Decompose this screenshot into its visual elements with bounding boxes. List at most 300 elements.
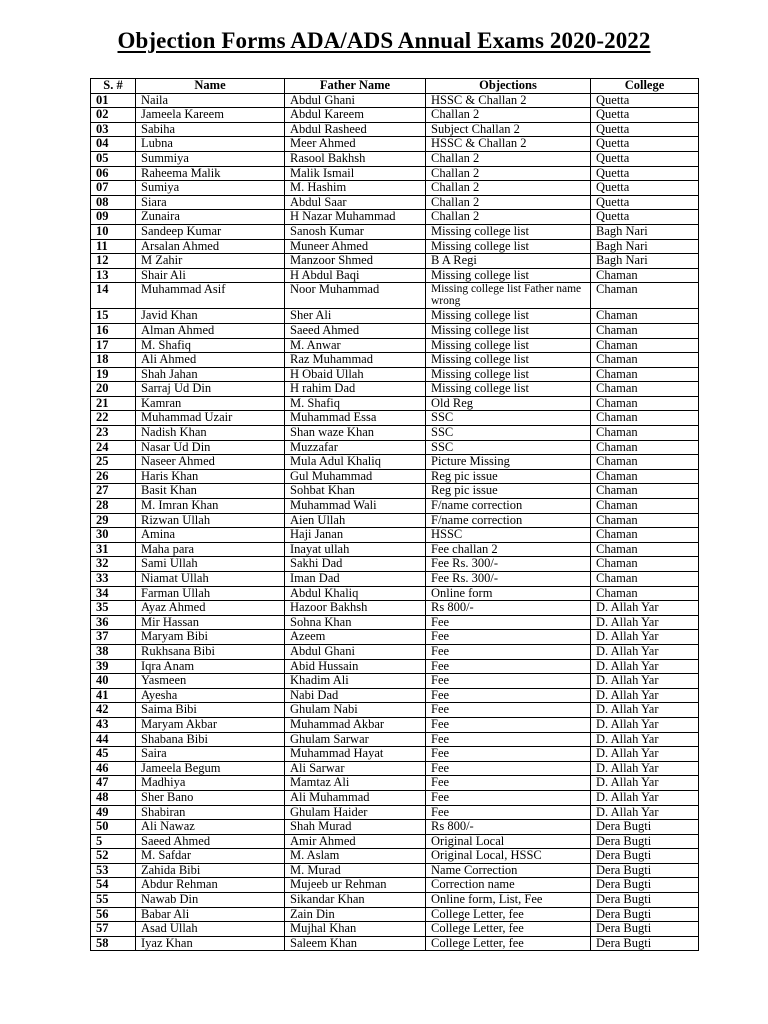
- cell-college: Chaman: [591, 323, 699, 338]
- cell-name: Ali Ahmed: [136, 353, 285, 368]
- cell-college: Chaman: [591, 528, 699, 543]
- cell-serial: 5: [91, 834, 136, 849]
- table-row: [91, 122, 699, 137]
- table-row: [91, 367, 699, 382]
- page-title: Objection Forms ADA/ADS Annual Exams 2020-2022: [117, 28, 651, 53]
- cell-objections: B A Regi: [426, 254, 591, 269]
- cell-father-name: H Obaid Ullah: [285, 367, 426, 382]
- cell-college: Chaman: [591, 440, 699, 455]
- cell-objections: Picture Missing: [426, 455, 591, 470]
- table-row: [91, 601, 699, 616]
- cell-name: Nawab Din: [136, 893, 285, 908]
- cell-objections: Missing college list: [426, 338, 591, 353]
- cell-serial: 01: [91, 93, 136, 108]
- cell-serial: 50: [91, 820, 136, 835]
- cell-college: D. Allah Yar: [591, 630, 699, 645]
- cell-objections: Fee: [426, 659, 591, 674]
- cell-college: Chaman: [591, 426, 699, 441]
- cell-college: D. Allah Yar: [591, 790, 699, 805]
- cell-objections: Fee: [426, 644, 591, 659]
- cell-objections: College Letter, fee: [426, 907, 591, 922]
- cell-name: Saira: [136, 747, 285, 762]
- table-row: [91, 195, 699, 210]
- cell-name: Basit Khan: [136, 484, 285, 499]
- cell-objections: Original Local, HSSC: [426, 849, 591, 864]
- cell-serial: 40: [91, 674, 136, 689]
- cell-father-name: Amir Ahmed: [285, 834, 426, 849]
- table-row: [91, 137, 699, 152]
- cell-college: Quetta: [591, 166, 699, 181]
- table-row: [91, 528, 699, 543]
- cell-college: D. Allah Yar: [591, 703, 699, 718]
- cell-serial: 47: [91, 776, 136, 791]
- objections-table: [90, 78, 699, 951]
- header-objections: Objections: [426, 79, 591, 94]
- header-name: Name: [136, 79, 285, 94]
- table-row: [91, 586, 699, 601]
- table-row: [91, 484, 699, 499]
- cell-college: Chaman: [591, 396, 699, 411]
- cell-name: Rizwan Ullah: [136, 513, 285, 528]
- cell-college: Chaman: [591, 411, 699, 426]
- cell-name: Madhiya: [136, 776, 285, 791]
- table-row: [91, 834, 699, 849]
- cell-father-name: M. Shafiq: [285, 396, 426, 411]
- cell-objections: Fee: [426, 688, 591, 703]
- cell-father-name: Haji Janan: [285, 528, 426, 543]
- cell-father-name: Abdul Khaliq: [285, 586, 426, 601]
- cell-college: Chaman: [591, 469, 699, 484]
- cell-college: Chaman: [591, 513, 699, 528]
- cell-father-name: Abdul Saar: [285, 195, 426, 210]
- cell-serial: 14: [91, 283, 136, 309]
- cell-college: Bagh Nari: [591, 254, 699, 269]
- cell-college: D. Allah Yar: [591, 659, 699, 674]
- cell-serial: 49: [91, 805, 136, 820]
- cell-name: Maryam Akbar: [136, 717, 285, 732]
- cell-objections: Challan 2: [426, 108, 591, 123]
- cell-objections: Missing college list: [426, 382, 591, 397]
- table-row: [91, 338, 699, 353]
- cell-father-name: Sanosh Kumar: [285, 224, 426, 239]
- cell-serial: 24: [91, 440, 136, 455]
- cell-college: Dera Bugti: [591, 834, 699, 849]
- cell-name: Sumiya: [136, 181, 285, 196]
- cell-father-name: Abdul Ghani: [285, 644, 426, 659]
- cell-objections: College Letter, fee: [426, 936, 591, 951]
- cell-objections: Rs 800/-: [426, 820, 591, 835]
- cell-college: Quetta: [591, 122, 699, 137]
- cell-serial: 03: [91, 122, 136, 137]
- cell-objections: Missing college list: [426, 239, 591, 254]
- header-father-name: Father Name: [285, 79, 426, 94]
- cell-college: Chaman: [591, 309, 699, 324]
- cell-name: Ayaz Ahmed: [136, 601, 285, 616]
- cell-college: D. Allah Yar: [591, 805, 699, 820]
- table-row: [91, 688, 699, 703]
- cell-father-name: Sakhi Dad: [285, 557, 426, 572]
- cell-name: Jameela Begum: [136, 761, 285, 776]
- cell-father-name: Muhammad Akbar: [285, 717, 426, 732]
- cell-father-name: Abid Hussain: [285, 659, 426, 674]
- cell-college: Quetta: [591, 195, 699, 210]
- cell-father-name: Muhammad Essa: [285, 411, 426, 426]
- cell-college: Chaman: [591, 557, 699, 572]
- cell-objections: Correction name: [426, 878, 591, 893]
- cell-father-name: H Abdul Baqi: [285, 268, 426, 283]
- cell-college: Quetta: [591, 108, 699, 123]
- cell-father-name: Ghulam Nabi: [285, 703, 426, 718]
- cell-objections: College Letter, fee: [426, 922, 591, 937]
- cell-objections: Fee: [426, 776, 591, 791]
- cell-college: Chaman: [591, 586, 699, 601]
- cell-name: Shabana Bibi: [136, 732, 285, 747]
- table-row: [91, 108, 699, 123]
- table-row: [91, 674, 699, 689]
- cell-objections: Missing college list: [426, 353, 591, 368]
- cell-college: Bagh Nari: [591, 239, 699, 254]
- cell-college: Quetta: [591, 181, 699, 196]
- table-row: [91, 239, 699, 254]
- cell-college: Bagh Nari: [591, 224, 699, 239]
- cell-objections: Reg pic issue: [426, 484, 591, 499]
- cell-college: Chaman: [591, 283, 699, 309]
- cell-serial: 39: [91, 659, 136, 674]
- cell-father-name: M. Aslam: [285, 849, 426, 864]
- header-college: College: [591, 79, 699, 94]
- cell-college: Chaman: [591, 353, 699, 368]
- cell-father-name: Muneer Ahmed: [285, 239, 426, 254]
- cell-college: D. Allah Yar: [591, 615, 699, 630]
- cell-father-name: M. Murad: [285, 863, 426, 878]
- cell-college: Chaman: [591, 572, 699, 587]
- table-row: [91, 440, 699, 455]
- cell-name: Muhammad Asif: [136, 283, 285, 309]
- cell-father-name: Inayat ullah: [285, 542, 426, 557]
- cell-serial: 34: [91, 586, 136, 601]
- table-row: [91, 353, 699, 368]
- cell-college: Dera Bugti: [591, 936, 699, 951]
- cell-name: Saeed Ahmed: [136, 834, 285, 849]
- cell-serial: 57: [91, 922, 136, 937]
- cell-name: Naseer Ahmed: [136, 455, 285, 470]
- cell-name: M. Safdar: [136, 849, 285, 864]
- cell-father-name: Sher Ali: [285, 309, 426, 324]
- cell-father-name: Malik Ismail: [285, 166, 426, 181]
- cell-father-name: Mujhal Khan: [285, 922, 426, 937]
- cell-name: Nasar Ud Din: [136, 440, 285, 455]
- table-row: [91, 790, 699, 805]
- table-row: [91, 849, 699, 864]
- cell-objections: Fee: [426, 790, 591, 805]
- table-row: [91, 323, 699, 338]
- cell-father-name: Hazoor Bakhsh: [285, 601, 426, 616]
- cell-serial: 25: [91, 455, 136, 470]
- cell-father-name: Manzoor Shmed: [285, 254, 426, 269]
- cell-name: Sami Ullah: [136, 557, 285, 572]
- cell-father-name: Muzzafar: [285, 440, 426, 455]
- cell-name: Summiya: [136, 151, 285, 166]
- cell-serial: 37: [91, 630, 136, 645]
- cell-father-name: H Nazar Muhammad: [285, 210, 426, 225]
- cell-college: Chaman: [591, 268, 699, 283]
- cell-serial: 28: [91, 499, 136, 514]
- cell-college: D. Allah Yar: [591, 688, 699, 703]
- cell-college: D. Allah Yar: [591, 717, 699, 732]
- cell-objections: Fee: [426, 747, 591, 762]
- cell-serial: 21: [91, 396, 136, 411]
- table-row: [91, 166, 699, 181]
- table-row: [91, 426, 699, 441]
- cell-father-name: Ghulam Sarwar: [285, 732, 426, 747]
- table-row: [91, 396, 699, 411]
- table-row: [91, 878, 699, 893]
- cell-objections: Old Reg: [426, 396, 591, 411]
- cell-father-name: Ali Muhammad: [285, 790, 426, 805]
- cell-serial: 22: [91, 411, 136, 426]
- table-row: [91, 893, 699, 908]
- cell-father-name: Noor Muhammad: [285, 283, 426, 309]
- table-row: [91, 863, 699, 878]
- cell-college: Chaman: [591, 338, 699, 353]
- cell-serial: 45: [91, 747, 136, 762]
- table-row: [91, 469, 699, 484]
- cell-serial: 07: [91, 181, 136, 196]
- cell-college: D. Allah Yar: [591, 732, 699, 747]
- cell-serial: 08: [91, 195, 136, 210]
- cell-college: Chaman: [591, 455, 699, 470]
- table-row: [91, 776, 699, 791]
- table-row: [91, 922, 699, 937]
- cell-objections: Fee Rs. 300/-: [426, 572, 591, 587]
- cell-serial: 36: [91, 615, 136, 630]
- cell-objections: SSC: [426, 440, 591, 455]
- cell-objections: Rs 800/-: [426, 601, 591, 616]
- table-row: [91, 820, 699, 835]
- header-serial: S. #: [91, 79, 136, 94]
- cell-serial: 54: [91, 878, 136, 893]
- cell-father-name: Ghulam Haider: [285, 805, 426, 820]
- table-row: [91, 747, 699, 762]
- table-row: [91, 455, 699, 470]
- cell-father-name: Raz Muhammad: [285, 353, 426, 368]
- cell-name: Zahida Bibi: [136, 863, 285, 878]
- cell-father-name: Abdul Ghani: [285, 93, 426, 108]
- cell-college: Chaman: [591, 367, 699, 382]
- cell-father-name: Saeed Ahmed: [285, 323, 426, 338]
- cell-name: M. Shafiq: [136, 338, 285, 353]
- cell-objections: Challan 2: [426, 151, 591, 166]
- cell-objections: HSSC & Challan 2: [426, 137, 591, 152]
- cell-serial: 06: [91, 166, 136, 181]
- cell-objections: Fee challan 2: [426, 542, 591, 557]
- cell-father-name: Iman Dad: [285, 572, 426, 587]
- table-row: [91, 499, 699, 514]
- cell-college: D. Allah Yar: [591, 644, 699, 659]
- cell-serial: 53: [91, 863, 136, 878]
- table-row: [91, 210, 699, 225]
- table-row: [91, 93, 699, 108]
- cell-father-name: Mamtaz Ali: [285, 776, 426, 791]
- cell-name: Zunaira: [136, 210, 285, 225]
- cell-serial: 43: [91, 717, 136, 732]
- cell-name: Asad Ullah: [136, 922, 285, 937]
- cell-objections: Fee Rs. 300/-: [426, 557, 591, 572]
- cell-objections: F/name correction: [426, 499, 591, 514]
- cell-objections: SSC: [426, 411, 591, 426]
- table-row: [91, 411, 699, 426]
- cell-serial: 18: [91, 353, 136, 368]
- cell-name: Amina: [136, 528, 285, 543]
- cell-name: Sarraj Ud Din: [136, 382, 285, 397]
- cell-serial: 42: [91, 703, 136, 718]
- cell-objections: Original Local: [426, 834, 591, 849]
- cell-father-name: Sohbat Khan: [285, 484, 426, 499]
- cell-serial: 58: [91, 936, 136, 951]
- cell-serial: 10: [91, 224, 136, 239]
- cell-objections: Challan 2: [426, 210, 591, 225]
- table-row: [91, 382, 699, 397]
- table-row: [91, 703, 699, 718]
- cell-father-name: Zain Din: [285, 907, 426, 922]
- cell-college: D. Allah Yar: [591, 761, 699, 776]
- cell-name: Sher Bano: [136, 790, 285, 805]
- cell-serial: 09: [91, 210, 136, 225]
- cell-father-name: Muhammad Wali: [285, 499, 426, 514]
- cell-name: Jameela Kareem: [136, 108, 285, 123]
- table-row: [91, 659, 699, 674]
- cell-objections: Missing college list: [426, 323, 591, 338]
- cell-objections: Missing college list: [426, 367, 591, 382]
- cell-name: Sabiha: [136, 122, 285, 137]
- cell-father-name: M. Hashim: [285, 181, 426, 196]
- cell-serial: 48: [91, 790, 136, 805]
- table-row: [91, 309, 699, 324]
- cell-serial: 46: [91, 761, 136, 776]
- cell-college: Dera Bugti: [591, 907, 699, 922]
- cell-name: Javid Khan: [136, 309, 285, 324]
- cell-serial: 33: [91, 572, 136, 587]
- cell-name: Ayesha: [136, 688, 285, 703]
- cell-father-name: Nabi Dad: [285, 688, 426, 703]
- cell-father-name: Khadim Ali: [285, 674, 426, 689]
- cell-college: D. Allah Yar: [591, 776, 699, 791]
- cell-father-name: Shan waze Khan: [285, 426, 426, 441]
- cell-name: Mir Hassan: [136, 615, 285, 630]
- cell-college: Chaman: [591, 382, 699, 397]
- table-row: [91, 717, 699, 732]
- cell-name: Muhammad Uzair: [136, 411, 285, 426]
- cell-serial: 20: [91, 382, 136, 397]
- cell-father-name: Gul Muhammad: [285, 469, 426, 484]
- table-row: [91, 557, 699, 572]
- cell-name: Iyaz Khan: [136, 936, 285, 951]
- table-row: [91, 513, 699, 528]
- cell-father-name: Abdul Kareem: [285, 108, 426, 123]
- cell-objections: Fee: [426, 761, 591, 776]
- cell-college: Quetta: [591, 210, 699, 225]
- cell-serial: 41: [91, 688, 136, 703]
- cell-serial: 02: [91, 108, 136, 123]
- cell-objections: Challan 2: [426, 195, 591, 210]
- cell-father-name: Muhammad Hayat: [285, 747, 426, 762]
- cell-serial: 35: [91, 601, 136, 616]
- table-row: [91, 268, 699, 283]
- cell-serial: 44: [91, 732, 136, 747]
- table-row: [91, 224, 699, 239]
- cell-father-name: Abdul Rasheed: [285, 122, 426, 137]
- cell-serial: 12: [91, 254, 136, 269]
- cell-name: Kamran: [136, 396, 285, 411]
- cell-father-name: Shah Murad: [285, 820, 426, 835]
- cell-serial: 55: [91, 893, 136, 908]
- cell-objections: Missing college list: [426, 224, 591, 239]
- cell-college: Quetta: [591, 151, 699, 166]
- cell-serial: 15: [91, 309, 136, 324]
- cell-objections: Fee: [426, 732, 591, 747]
- cell-college: Dera Bugti: [591, 863, 699, 878]
- table-row: [91, 907, 699, 922]
- cell-name: Siara: [136, 195, 285, 210]
- table-row: [91, 181, 699, 196]
- cell-serial: 19: [91, 367, 136, 382]
- cell-objections: Missing college list Father name wrong: [426, 283, 591, 309]
- cell-college: Dera Bugti: [591, 922, 699, 937]
- cell-father-name: Ali Sarwar: [285, 761, 426, 776]
- cell-father-name: Mujeeb ur Rehman: [285, 878, 426, 893]
- cell-objections: HSSC & Challan 2: [426, 93, 591, 108]
- cell-college: Chaman: [591, 484, 699, 499]
- cell-name: Farman Ullah: [136, 586, 285, 601]
- table-row: [91, 151, 699, 166]
- cell-name: Iqra Anam: [136, 659, 285, 674]
- cell-name: Haris Khan: [136, 469, 285, 484]
- cell-college: Chaman: [591, 542, 699, 557]
- cell-name: Maryam Bibi: [136, 630, 285, 645]
- cell-college: Quetta: [591, 93, 699, 108]
- cell-serial: 32: [91, 557, 136, 572]
- cell-father-name: Mula Adul Khaliq: [285, 455, 426, 470]
- cell-name: Shabiran: [136, 805, 285, 820]
- cell-objections: SSC: [426, 426, 591, 441]
- table-body: [91, 93, 699, 951]
- cell-name: Niamat Ullah: [136, 572, 285, 587]
- cell-name: Rukhsana Bibi: [136, 644, 285, 659]
- cell-father-name: Meer Ahmed: [285, 137, 426, 152]
- cell-name: Maha para: [136, 542, 285, 557]
- cell-objections: Fee: [426, 703, 591, 718]
- cell-name: Raheema Malik: [136, 166, 285, 181]
- cell-name: Sandeep Kumar: [136, 224, 285, 239]
- cell-serial: 17: [91, 338, 136, 353]
- cell-serial: 05: [91, 151, 136, 166]
- cell-serial: 56: [91, 907, 136, 922]
- cell-college: Dera Bugti: [591, 893, 699, 908]
- table-row: [91, 254, 699, 269]
- cell-college: Dera Bugti: [591, 820, 699, 835]
- cell-father-name: Azeem: [285, 630, 426, 645]
- cell-objections: Online form: [426, 586, 591, 601]
- cell-father-name: Sikandar Khan: [285, 893, 426, 908]
- cell-serial: 13: [91, 268, 136, 283]
- cell-serial: 29: [91, 513, 136, 528]
- cell-college: Quetta: [591, 137, 699, 152]
- table-header-row: [91, 79, 699, 94]
- cell-serial: 31: [91, 542, 136, 557]
- table-row: [91, 644, 699, 659]
- cell-name: Lubna: [136, 137, 285, 152]
- cell-college: Chaman: [591, 499, 699, 514]
